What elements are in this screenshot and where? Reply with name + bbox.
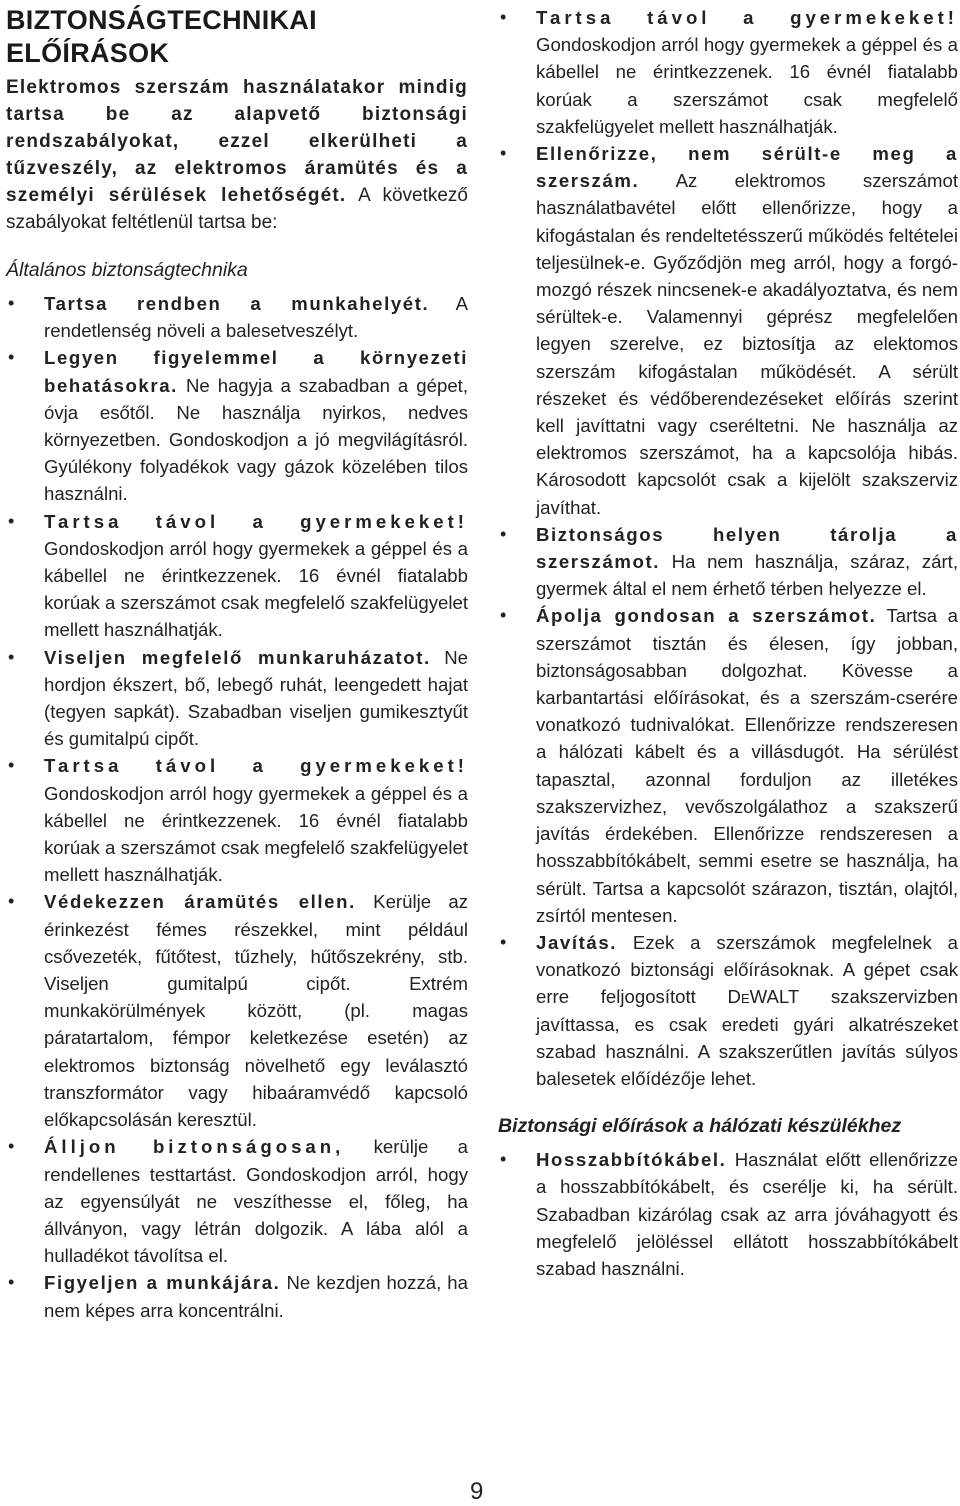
page-title [6,4,468,70]
rule-text: kerülje a rendellenes testtartást. Gondoskodjon arról, hogy az egyensúlyát ne veszíthesse el, főleg, ha állványon, vagy létrán dolgozik. A lába alól a hulladékot távolítsa el. [44,1136,468,1267]
rule-text: Gondoskodjon arról hogy gyermekek a géppel és a kábellel ne érintkezzenek. 16 évnél fiatalabb korúak a szerszámot csak megfelelő szakfelügyelet mellett használhatják. [44,537,468,641]
list-item [498,521,958,603]
list-item [6,508,468,644]
rule-text: Ne hordjon ékszert, bő, lebegő ruhát, leengedett hajat (tegyen sapkát). Szabadban viseljen gumikesztyűt és gumitalpú cipőt. [44,646,468,750]
intro-text: A következő szabályokat feltétlenül tartsa be: [6,185,468,233]
rule-lead: Biztonságos helyen tárolja a szerszámot. [536,523,958,573]
rule-text: Ne kezdjen hozzá, ha nem képes arra koncentrálni. [44,1272,468,1321]
rule-lead: Tartsa távol a gyermekeket! [536,7,958,28]
rule-lead: Ápolja gondosan a szerszámot. [536,605,877,627]
brand-name: DeWALT [727,986,800,1008]
list-item [498,1146,958,1282]
list-item [498,602,958,928]
list-item [498,929,958,1092]
rule-text: Gondoskodjon arról hogy gyermekek a géppel és a kábellel ne érintkezzenek. 16 évnél fiatalabb korúak a szerszámot csak megfelelő szakfelügyelet mellett használhatják. [536,34,958,137]
intro-bold-text: Elektromos szerszám használatakor mindig tartsa be az alapvető biztonsági rendszabályokat, ezzel elkerülheti a tűzveszély, az elektromos áramütés és a személyi sérülések lehetőségét. [6,77,468,206]
list-item [6,290,468,344]
rule-text: szakszervizben javíttassa, es csak eredeti gyári alkatrészeket szabad használni. A szakszerűtlen javítás súlyos balesetek előídézője lehet. [536,986,958,1089]
rule-text: Ha nem használja, száraz, zárt, gyermek által el nem érhető térben helyezze el. [536,551,958,600]
rule-text: Tartsa a szerszámot tisztán és élesen, így jobban, biztonságosabban dolgozhat. Kövesse a karbantartási előírásokat, és a szerszám-cserére vonatkozó tudnivalókat. Ellenőrizze rendszeresen a hálózati kábelt és a villásdugót. Ha sérülést tapasztal, azonnal forduljon az illetékes szakszervizhez, vevőszolgálathoz a szakszerű javítás érdekében. Ellenőrizze rendszeresen a hosszabbítókábelt, semmi esetre se használja, ha sérült. Tartsa a kapcsolót szárazon, tisztán, olajtól, zsírtól mentesen. [536,605,958,926]
rule-lead: Tartsa távol a gyermekeket! [44,510,468,532]
title-line-1: BIZTONSÁGTECHNIKAI [6,5,317,35]
list-item [6,644,468,753]
rule-lead: Legyen figyelemmel a környezeti behatásokra. [44,347,468,396]
rule-lead: Álljon biztonságosan, [44,1136,345,1158]
rule-lead: Ellenőrizze, nem sérült-e meg a szerszám. [536,143,958,192]
rule-lead: Védekezzen áramütés ellen. [44,891,356,913]
right-column [498,4,958,1282]
rule-text: A rendetlenség növeli a balesetveszélyt. [44,293,468,342]
list-item [6,1269,468,1323]
rule-lead: Figyeljen a munkájára. [44,1272,281,1294]
rule-text: Kerülje az érinkezést fémes részekkel, mint például csővezeték, fűtőtest, tűzhely, hűtőszekrény, stb. Viseljen gumitalpú cipőt. Extrém munkakörülmények között, (pl. magas páratartalom, fémpor keletkezése esetén) az elektromos biztonság növelhető egy leválasztó transzformátor vagy hibaáramvédő kapcsoló előkapcsolásán keresztül. [44,891,468,1131]
left-column [6,4,468,1324]
list-item [6,344,468,507]
page-number: 9 [470,1478,484,1505]
general-safety-list-continued [498,4,958,1092]
rule-text: Ezek a szerszámok megfelelnek a vonatkozó biztonsági előírásoknak. A gépet csak erre feljogosított [536,931,958,1008]
title-line-2: ELŐÍRÁSOK [6,38,170,68]
rule-text: Ne hagyja a szabadban a gépet, óvja esőtől. Ne használja nyirkos, nedves környezetben. Gondoskodjon a jó megvilágításról. Gyúlékony folyadékok vagy gázok közelében tilos használni. [44,374,468,505]
list-item [6,752,468,888]
section-title-general-safety: Általános biztonságtechnika [6,259,248,281]
rule-lead: Tartsa távol a gyermekeket! [44,755,468,777]
rule-lead: Viseljen megfelelő munkaruházatot. [44,646,431,668]
rule-text: Használat előtt ellenőrizze a hosszabbítókábelt, és cserélje ki, ha sérült. Szabadban kizárólag csak az arra jóváhagyott és megfelelő jelöléssel ellátott hosszabbítókábelt szabad használni. [536,1149,958,1279]
list-item [498,4,958,140]
rule-lead: Tartsa rendben a munkahelyét. [44,293,430,314]
rule-text: Gondoskodjon arról hogy gyermekek a géppel és a kábellel ne érintkezzenek. 16 évnél fiatalabb korúak a szerszámot csak megfelelő szakfelügyelet mellett használhatják. [44,782,468,886]
rule-text: Az elektromos szerszámot használatbavétel előtt ellenőrizze, hogy a kifogástalan és rendeltetésszerű működés feltételei teljesülnek-e. Győződjön meg arról, hogy a forgó-mozgó részek nincsenek-e akadályoztatva, és nem sérültek-e. Valamennyi géprész megfelelően legyen szerelve, ez biztosítja az elektomos szerszám kifogástalan működését. A sérült részeket és védőberendezéseket előírás szerint kell javíttatni vagy cseréltetni. Ne használja az elektromos szerszámot, ha a kapcsolója hibás. Károsodott kapcsolót csak a kijelölt szakszerviz javíthat. [536,170,958,518]
general-safety-list [6,290,468,1324]
list-item [6,888,468,1133]
intro-paragraph [6,74,468,236]
list-item [498,140,958,521]
rule-lead: Javítás. [536,931,618,953]
section-title-mains-safety: Biztonsági előírások a hálózati készülékhez [498,1115,902,1138]
list-item [6,1133,468,1269]
mains-safety-list [498,1146,958,1282]
rule-lead: Hosszabbítókábel. [536,1149,727,1171]
